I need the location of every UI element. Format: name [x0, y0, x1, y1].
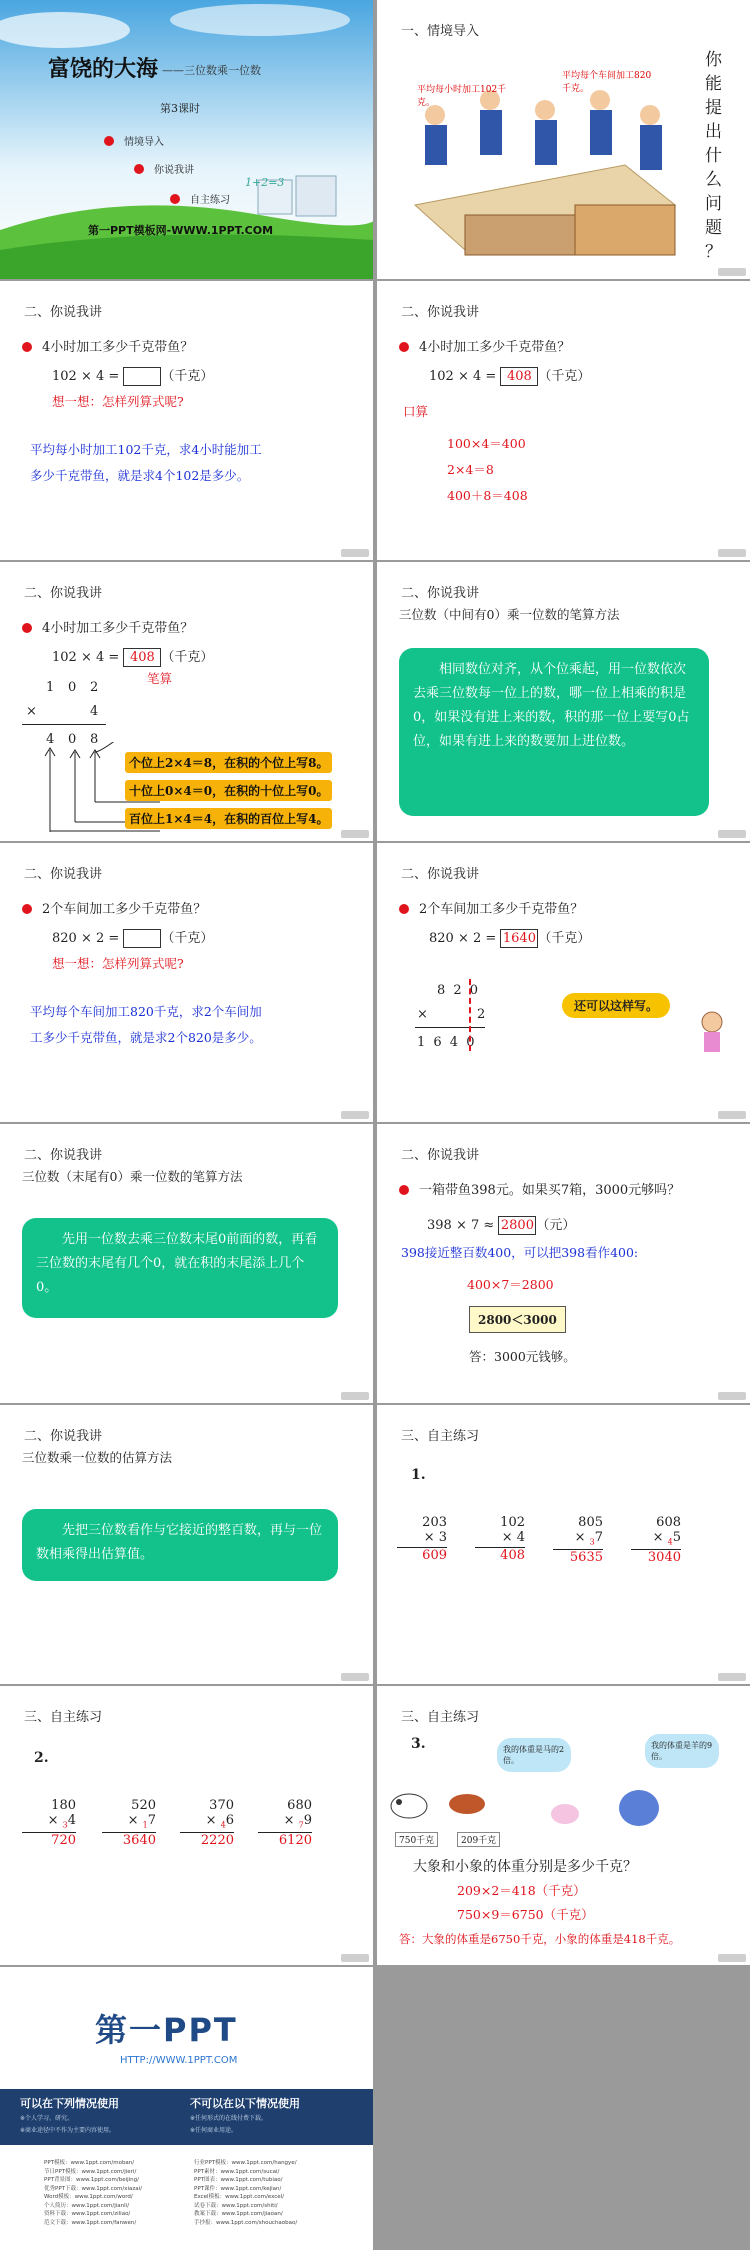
section-title: 二、你说我讲	[24, 305, 103, 320]
menu-item-3[interactable]: 自主练习	[170, 191, 230, 206]
problem-2: 520 × $_1$7 3640	[102, 1798, 156, 1848]
topic: 三位数（末尾有0）乘一位数的笔算方法	[22, 1169, 243, 1184]
explain-1: 平均每小时加工102千克，求4小时能加工	[30, 442, 262, 457]
bullet-icon	[104, 136, 114, 146]
slide-practice-1	[377, 1405, 750, 1684]
page-badge	[341, 1954, 369, 1962]
speech-bubble-1: 我的体重是马的2倍。	[497, 1738, 571, 1772]
equation: 102 × 4 = 408 （千克）	[429, 369, 591, 384]
page-badge	[341, 830, 369, 838]
bullet-icon	[399, 342, 409, 352]
method-label: 笔算	[147, 671, 173, 686]
section-title: 三、自主练习	[24, 1710, 103, 1725]
url[interactable]: HTTP://WWW.1PPT.COM	[120, 2055, 238, 2066]
girl-icon	[692, 1008, 732, 1058]
section-title: 二、你说我讲	[24, 867, 103, 882]
rule-box: 先用一位数去乘三位数末尾0前面的数，再看三位数的末尾有几个0，就在积的末尾添上几个0。	[22, 1218, 338, 1318]
slide-practice-2	[0, 1686, 373, 1965]
problem-3: 805 × $_3$7 5635	[553, 1515, 603, 1565]
brand-text: 第一PPT模板网-WWW.1PPT.COM	[88, 224, 274, 237]
calc-line-1: 209×2＝418（千克）	[457, 1883, 586, 1898]
links-left[interactable]: PPT模板：www.1ppt.com/moban/ 节日PPT模板：www.1ppt.com/jieri/ PPT背景图：www.1ppt.com/beijing/ 优秀PPT下载：www.1ppt.com/xiazai/ Word模板：www.1ppt.com/word/ 个人简历：www.1ppt.com/jianli/ 资料下载：www.1ppt.com/ziliao/ 范文下载：www.1ppt.com/fanwen/	[44, 2160, 143, 2226]
page-badge	[341, 1392, 369, 1400]
weight-tag-2: 209千克	[457, 1832, 500, 1847]
cannot-use-1: ※任何形式的在线付费下载。	[190, 2115, 268, 2122]
answer-box: 1640	[500, 929, 538, 948]
section-title: 二、你说我讲	[401, 1148, 480, 1163]
exercise-number: 3.	[411, 1736, 426, 1752]
section-title: 二、你说我讲	[401, 867, 480, 882]
slide-scene	[377, 0, 750, 279]
question-prompt: 你 能 提 出 什 么 问 题 ？	[705, 50, 722, 262]
calc-line-2: 750×9＝6750（千克）	[457, 1907, 594, 1922]
section-title: 一、情境导入	[401, 24, 480, 39]
bullet-icon	[134, 164, 144, 174]
logo: 第一PPT	[95, 2011, 238, 2049]
calc-line-1: 100×4＝400	[447, 436, 526, 451]
equation: 820 × 2 = 1640 （千克）	[429, 931, 591, 946]
question: 一箱带鱼398元。如果买7箱，3000元够吗？	[399, 1179, 680, 1198]
answer-box	[123, 367, 161, 386]
page-badge	[718, 1954, 746, 1962]
lesson-label: 第3课时	[160, 102, 200, 115]
bullet-icon	[399, 904, 409, 914]
vertical-calc: 8 2 0 × 2 1 6 4 0	[437, 983, 517, 1053]
page-badge	[718, 830, 746, 838]
answer-line: 答：大象的体重是6750千克，小象的体重是418千克。	[399, 1932, 681, 1946]
section-title: 二、你说我讲	[24, 1429, 103, 1444]
problem-1: 203 × 3 609	[397, 1515, 447, 1563]
page-badge	[718, 1392, 746, 1400]
bullet-icon	[170, 194, 180, 204]
topic: 三位数（中间有0）乘一位数的笔算方法	[399, 607, 620, 622]
page-badge	[718, 1111, 746, 1119]
slide-written-calc: 二、你说我讲 4小时加工多少千克带鱼？ 102 × 4 = 408 （千克） 笔算 1 0 2 × 4 4 0 8 个位上2×4＝8，在积的个位上写8。 十位上0×4＝0，在积的十位上写0。 百位上1×4＝4，在积的百位上写4。	[0, 562, 373, 841]
explain-2: 多少千克带鱼，就是求4个102是多少。	[30, 468, 250, 483]
can-use-1: ※个人学习、研究。	[20, 2115, 74, 2122]
bullet-icon	[399, 1185, 409, 1195]
section-title: 二、你说我讲	[24, 586, 103, 601]
section-title: 三、自主练习	[401, 1429, 480, 1444]
question: 4小时加工多少千克带鱼？	[22, 617, 193, 636]
cannot-use-title: 不可以在以下情况使用	[190, 2097, 300, 2110]
problem-4: 608 × $_4$5 3040	[631, 1515, 681, 1565]
page-badge	[341, 1111, 369, 1119]
question: 2个车间加工多少千克带鱼？	[22, 898, 206, 917]
slide-question-2-workshops	[0, 843, 373, 1122]
slide-credits	[0, 1967, 373, 2250]
answer-box	[123, 929, 161, 948]
section-title: 二、你说我讲	[401, 305, 480, 320]
speech-bubble-2: 我的体重是羊的9倍。	[645, 1734, 719, 1768]
answer-box: 408	[500, 367, 538, 386]
equation: 820 × 2 = （千克）	[52, 931, 214, 946]
equation: 102 × 4 = 408 （千克）	[52, 650, 214, 665]
problem-3: 370 × $_4$6 2220	[180, 1798, 234, 1848]
question: 2个车间加工多少千克带鱼？	[399, 898, 583, 917]
hint-text: 想一想：怎样列算式呢?	[52, 956, 184, 971]
menu-item-1[interactable]: 情境导入	[104, 133, 164, 148]
topic: 三位数乘一位数的估算方法	[22, 1450, 173, 1465]
note-ones: 个位上2×4＝8，在积的个位上写8。	[125, 752, 332, 773]
animals-illustration	[387, 1776, 727, 1836]
note-tens: 十位上0×4＝0，在积的十位上写0。	[125, 780, 332, 801]
slide-method-zero-end	[0, 1124, 373, 1403]
page-badge	[718, 268, 746, 276]
problem-1: 180 × $_3$4 720	[22, 1798, 76, 1848]
bullet-icon	[22, 342, 32, 352]
explain-1: 平均每个车间加工820千克，求2个车间加	[30, 1004, 262, 1019]
bullet-icon	[22, 623, 32, 633]
bullet-icon	[22, 904, 32, 914]
section-title: 二、你说我讲	[401, 586, 480, 601]
estimate-line-1: 398接近整百数400，可以把398看作400:	[401, 1245, 639, 1260]
hint-text: 想一想：怎样列算式呢?	[52, 394, 184, 409]
page-badge	[341, 1673, 369, 1681]
question: 4小时加工多少千克带鱼？	[399, 336, 570, 355]
cannot-use-2: ※任何商业用途。	[190, 2127, 238, 2134]
page-badge	[718, 1673, 746, 1681]
speech-bubble-1: 平均每小时加工102千克。	[417, 85, 507, 108]
section-title: 二、你说我讲	[24, 1148, 103, 1163]
page-badge	[718, 549, 746, 557]
slide-estimate-method	[0, 1405, 373, 1684]
note-hundreds: 百位上1×4＝4，在积的百位上写4。	[125, 808, 332, 829]
slide-method-zero-middle	[377, 562, 750, 841]
calc-line-3: 400＋8＝408	[447, 488, 528, 503]
slide-title	[0, 0, 373, 279]
answer-box: 408	[123, 648, 161, 667]
section-title: 三、自主练习	[401, 1710, 480, 1725]
answer-box: 2800	[498, 1216, 536, 1235]
rule-box: 先把三位数看作与它接近的整百数，再与一位数相乘得出估算值。	[22, 1509, 338, 1581]
can-use-2: ※商业途径中不作为主要内容使用。	[20, 2127, 116, 2134]
problem-4: 680 × $_7$9 6120	[258, 1798, 312, 1848]
answer-line: 答：3000元钱够。	[469, 1349, 576, 1364]
slide-practice-3	[377, 1686, 750, 1965]
slide-estimate	[377, 1124, 750, 1403]
exercise-number: 2.	[34, 1750, 49, 1766]
equation: 398 × 7 ≈ 2800 （元）	[427, 1218, 576, 1233]
problem-2: 102 × 4 408	[475, 1515, 525, 1563]
exercise-number: 1.	[411, 1467, 426, 1483]
explain-2: 工多少千克带鱼，就是求2个820是多少。	[30, 1030, 262, 1045]
badge-text: 1+2=3	[245, 176, 285, 189]
subtitle: ——三位数乘一位数	[162, 64, 261, 77]
rule-box: 相同数位对齐，从个位乘起，用一位数依次去乘三位数每一位上的数，哪一位上相乘的积是0，如果没有进上来的数，积的那一位上要写0占位，如果有进上来的数要加上进位数。	[399, 648, 709, 816]
compare-box: 2800＜3000	[469, 1306, 566, 1333]
method-label: 口算	[403, 404, 429, 419]
page-badge	[341, 549, 369, 557]
slide-written-820	[377, 843, 750, 1122]
question: 大象和小象的体重分别是多少千克？	[413, 1859, 637, 1875]
estimate-line-2: 400×7＝2800	[467, 1277, 554, 1292]
title-text: 富饶的大海	[48, 56, 159, 82]
calc-line-2: 2×4＝8	[447, 462, 494, 477]
weight-tag-1: 750千克	[395, 1832, 438, 1847]
equation: 102 × 4 = （千克）	[52, 369, 214, 384]
slide-mental-calc	[377, 281, 750, 560]
slide-question-4h	[0, 281, 373, 560]
speech-bubble: 还可以这样写。	[562, 993, 670, 1018]
menu-item-2[interactable]: 你说我讲	[134, 161, 194, 176]
links-right[interactable]: 行业PPT模板：www.1ppt.com/hangye/ PPT素材：www.1ppt.com/sucai/ PPT图表：www.1ppt.com/tubiao/ PPT课件：www.1ppt.com/kejian/ Excel模板：www.1ppt.com/excel/ 试卷下载：www.1ppt.com/shiti/ 教案下载：www.1ppt.com/jiaoan/ 手抄报：www.1ppt.com/shouchaobao/	[194, 2160, 298, 2226]
speech-bubble-2: 平均每个车间加工820千克。	[562, 71, 652, 94]
can-use-title: 可以在下列情况使用	[20, 2097, 119, 2110]
question: 4小时加工多少千克带鱼？	[22, 336, 193, 355]
